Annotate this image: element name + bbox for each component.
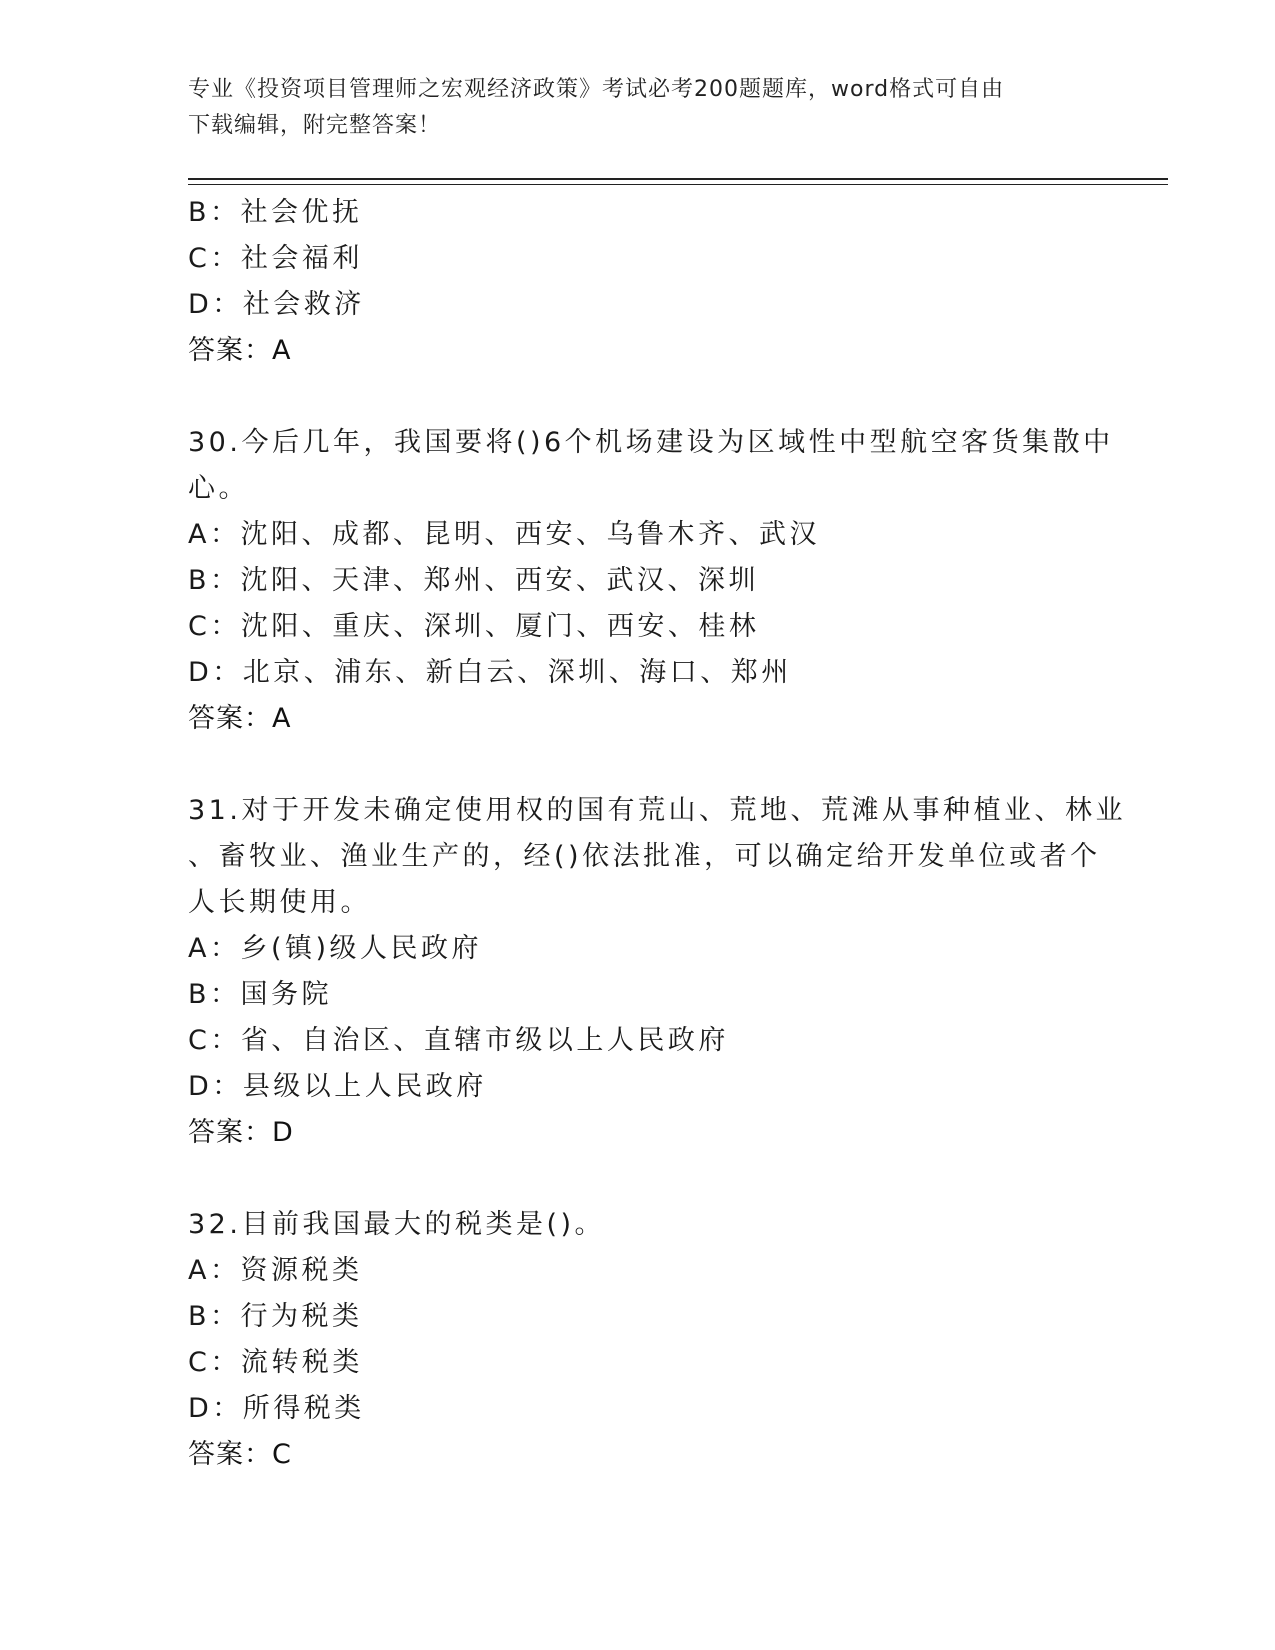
- stem-line: 31.对于开发未确定使用权的国有荒山、荒地、荒滩从事种植业、林业: [188, 795, 1126, 826]
- stem-line: 心。: [188, 473, 249, 504]
- option-b: B：社会优抚: [188, 197, 363, 228]
- header-rule-thick: [188, 178, 1168, 180]
- header-line-2: 下载编辑，附完整答案！: [188, 113, 442, 138]
- option-b: B：行为税类: [188, 1301, 363, 1332]
- option-d: D：社会救济: [188, 289, 365, 320]
- question-stem: [188, 1202, 1088, 1248]
- answer-line: 答案：A: [188, 335, 292, 366]
- header-line-1: 专业《投资项目管理师之宏观经济政策》考试必考200题题库，word格式可自由: [188, 77, 1005, 102]
- stem-line: 人长期使用。: [188, 887, 371, 918]
- question-block: [188, 1202, 1088, 1478]
- option-c: C：流转税类: [188, 1347, 363, 1378]
- option-d: D：所得税类: [188, 1393, 365, 1424]
- header-rule-thin: [188, 184, 1168, 185]
- option-c: C：社会福利: [188, 243, 363, 274]
- answer-line: 答案：D: [188, 1117, 294, 1148]
- option-a: A：乡(镇)级人民政府: [188, 933, 483, 964]
- question-stem: [188, 788, 1126, 926]
- option-b: B：沈阳、天津、郑州、西安、武汉、深圳: [188, 565, 760, 596]
- stem-line: 、畜牧业、渔业生产的，经()依法批准，可以确定给开发单位或者个: [188, 841, 1101, 872]
- answer-line: 答案：C: [188, 1439, 292, 1470]
- option-a: A：资源税类: [188, 1255, 363, 1286]
- document-header: [188, 72, 1068, 144]
- stem-line: 30.今后几年，我国要将()6个机场建设为区域性中型航空客货集散中: [188, 427, 1114, 458]
- question-block: [188, 788, 1126, 1156]
- option-d: D：县级以上人民政府: [188, 1071, 487, 1102]
- answer-line: 答案：A: [188, 703, 292, 734]
- stem-line: 32.目前我国最大的税类是()。: [188, 1209, 606, 1240]
- option-c: C：省、自治区、直辖市级以上人民政府: [188, 1025, 729, 1056]
- question-list: [188, 190, 1126, 1478]
- question-stem: [188, 420, 1114, 512]
- question-block: [188, 420, 1114, 742]
- option-a: A：沈阳、成都、昆明、西安、乌鲁木齐、武汉: [188, 519, 820, 550]
- option-b: B：国务院: [188, 979, 333, 1010]
- question-block: [188, 190, 1088, 374]
- option-c: C：沈阳、重庆、深圳、厦门、西安、桂林: [188, 611, 760, 642]
- option-d: D：北京、浦东、新白云、深圳、海口、郑州: [188, 657, 792, 688]
